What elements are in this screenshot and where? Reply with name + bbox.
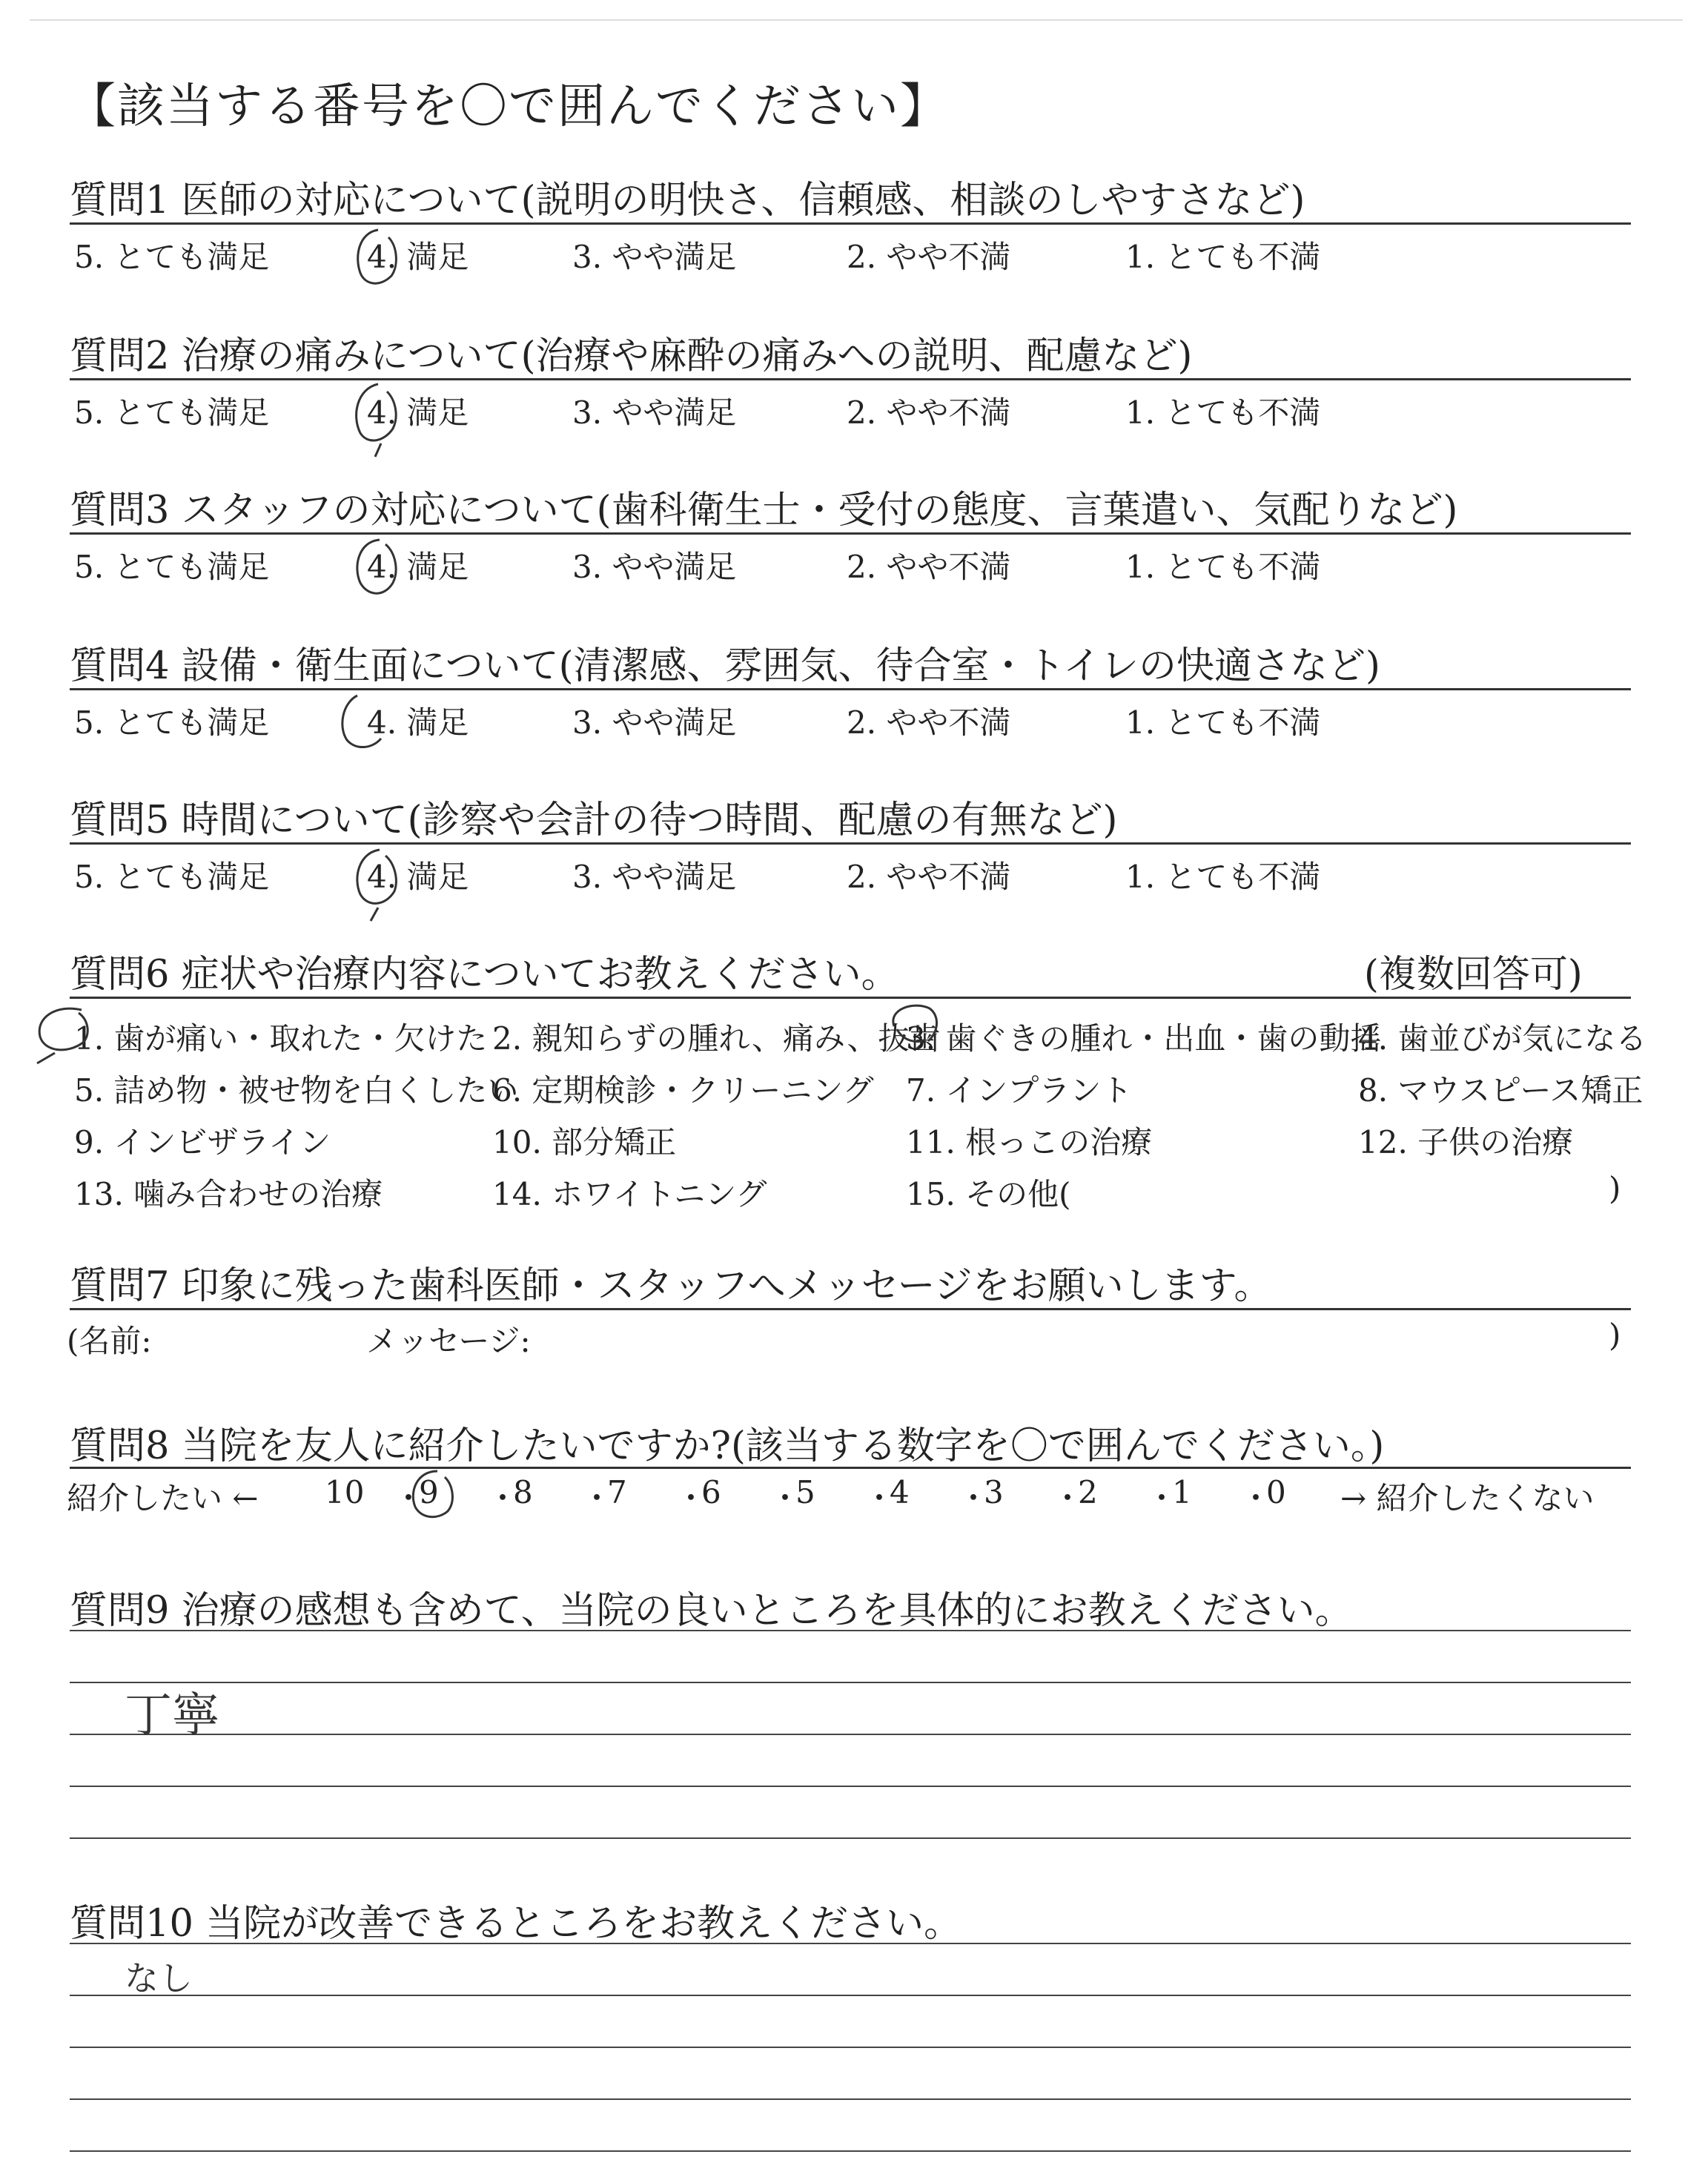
option-5[interactable]: 5. とても満足 bbox=[74, 549, 270, 585]
symptom-option-5[interactable]: 5. 詰め物・被せ物を白くしたい bbox=[74, 1072, 519, 1109]
answer-line bbox=[70, 1630, 1631, 1631]
scale-separator-dot: ・ bbox=[675, 1480, 707, 1516]
handwritten-circle-mark bbox=[405, 1465, 464, 1527]
symptom-option-8[interactable]: 8. マウスピース矯正 bbox=[1358, 1072, 1644, 1109]
scale-separator-dot: ・ bbox=[864, 1480, 896, 1516]
handwritten-circle-mark bbox=[30, 1000, 111, 1069]
scale-value-8[interactable]: 8 bbox=[513, 1474, 533, 1510]
scale-value-1[interactable]: 1 bbox=[1172, 1474, 1192, 1510]
scale-value-2[interactable]: 2 bbox=[1078, 1474, 1098, 1510]
handwritten-circle-mark bbox=[881, 997, 947, 1059]
handwritten-answer: 丁寧 bbox=[125, 1688, 219, 1743]
option-1[interactable]: 1. とても不満 bbox=[1125, 394, 1321, 431]
symptom-option-2[interactable]: 2. 親知らずの腫れ、痛み、抜歯 bbox=[492, 1020, 941, 1057]
symptom-option-7[interactable]: 7. インプラント bbox=[906, 1072, 1133, 1109]
option-3[interactable]: 3. やや満足 bbox=[572, 859, 737, 895]
divider bbox=[70, 222, 1631, 225]
option-2[interactable]: 2. やや不満 bbox=[847, 549, 1011, 585]
handwritten-circle-mark bbox=[335, 690, 394, 759]
scale-separator-dot: ・ bbox=[1240, 1480, 1272, 1516]
message-close-paren: ) bbox=[1609, 1317, 1621, 1353]
handwritten-circle-mark bbox=[348, 380, 408, 464]
answer-line bbox=[70, 2098, 1631, 2100]
scale-separator-dot: ・ bbox=[581, 1480, 613, 1516]
scale-value-6[interactable]: 6 bbox=[701, 1474, 721, 1510]
option-5[interactable]: 5. とても満足 bbox=[74, 239, 270, 275]
message-label: メッセージ: bbox=[366, 1323, 531, 1359]
handwritten-circle-mark bbox=[350, 224, 402, 294]
question-title: 質問9 治療の感想も含めて、当院の良いところを具体的にお教えください。 bbox=[70, 1589, 1353, 1633]
other-close-paren: ) bbox=[1609, 1170, 1621, 1206]
question-title: 質問10 当院が改善できるところをお教えください。 bbox=[70, 1902, 962, 1946]
divider bbox=[70, 688, 1631, 690]
option-5[interactable]: 5. とても満足 bbox=[74, 394, 270, 431]
scale-value-7[interactable]: 7 bbox=[607, 1474, 627, 1510]
symptom-option-1[interactable]: 1. 歯が痛い・取れた・欠けた bbox=[74, 1020, 488, 1057]
page-top-edge bbox=[30, 19, 1683, 21]
symptom-option-3[interactable]: 3. 歯ぐきの腫れ・出血・歯の動揺 bbox=[906, 1020, 1382, 1057]
symptom-option-6[interactable]: 6. 定期検診・クリーニング bbox=[492, 1072, 874, 1109]
form-instructions-title: 【該当する番号を〇で囲んでください】 bbox=[68, 79, 949, 134]
scale-value-3[interactable]: 3 bbox=[984, 1474, 1004, 1510]
answer-line bbox=[70, 2047, 1631, 2048]
scale-separator-dot: ・ bbox=[393, 1480, 425, 1516]
option-2[interactable]: 2. やや不満 bbox=[847, 239, 1011, 275]
symptom-option-11[interactable]: 11. 根っこの治療 bbox=[906, 1124, 1153, 1160]
multiple-answers-note: (複数回答可) bbox=[1364, 953, 1583, 997]
question-title: 質問7 印象に残った歯科医師・スタッフへメッセージをお願いします。 bbox=[70, 1264, 1272, 1308]
answer-line bbox=[70, 1995, 1631, 1996]
option-5[interactable]: 5. とても満足 bbox=[74, 704, 270, 741]
scale-value-5[interactable]: 5 bbox=[795, 1474, 815, 1510]
answer-line bbox=[70, 1837, 1631, 1839]
name-label: (名前: bbox=[67, 1323, 152, 1359]
divider bbox=[70, 997, 1631, 999]
option-3[interactable]: 3. やや満足 bbox=[572, 239, 737, 275]
scale-value-10[interactable]: 10 bbox=[325, 1474, 365, 1510]
scale-value-9[interactable]: 9 bbox=[419, 1474, 439, 1510]
scale-separator-dot: ・ bbox=[958, 1480, 990, 1516]
option-1[interactable]: 1. とても不満 bbox=[1125, 549, 1321, 585]
question-title: 質問3 スタッフの対応について(歯科衛生士・受付の態度、言葉遣い、気配りなど) bbox=[70, 489, 1458, 532]
option-1[interactable]: 1. とても不満 bbox=[1125, 239, 1321, 275]
option-4[interactable]: 4. 満足 bbox=[367, 549, 469, 585]
divider bbox=[70, 1308, 1631, 1310]
option-3[interactable]: 3. やや満足 bbox=[572, 549, 737, 585]
answer-line bbox=[70, 1734, 1631, 1735]
option-3[interactable]: 3. やや満足 bbox=[572, 704, 737, 741]
symptom-option-15[interactable]: 15. その他( bbox=[906, 1176, 1071, 1212]
symptom-option-12[interactable]: 12. 子供の治療 bbox=[1358, 1124, 1574, 1160]
scale-separator-dot: ・ bbox=[487, 1480, 519, 1516]
answer-line bbox=[70, 1682, 1631, 1683]
question-title: 質問4 設備・衛生面について(清潔感、雰囲気、待合室・トイレの快適さなど) bbox=[70, 644, 1380, 688]
option-5[interactable]: 5. とても満足 bbox=[74, 859, 270, 895]
question-title: 質問5 時間について(診察や会計の待つ時間、配慮の有無など) bbox=[70, 799, 1118, 842]
scale-separator-dot: ・ bbox=[769, 1480, 801, 1516]
option-2[interactable]: 2. やや不満 bbox=[847, 704, 1011, 741]
option-4[interactable]: 4. 満足 bbox=[367, 239, 469, 275]
option-1[interactable]: 1. とても不満 bbox=[1125, 859, 1321, 895]
symptom-option-4[interactable]: 4. 歯並びが気になる bbox=[1358, 1020, 1647, 1057]
answer-line bbox=[70, 1786, 1631, 1787]
option-4[interactable]: 4. 満足 bbox=[367, 704, 469, 741]
symptom-option-10[interactable]: 10. 部分矯正 bbox=[492, 1124, 677, 1160]
option-4[interactable]: 4. 満足 bbox=[367, 859, 469, 895]
scale-value-4[interactable]: 4 bbox=[890, 1474, 910, 1510]
option-3[interactable]: 3. やや満足 bbox=[572, 394, 737, 431]
symptom-option-13[interactable]: 13. 噛み合わせの治療 bbox=[74, 1176, 383, 1212]
question-title: 質問8 当院を友人に紹介したいですか?(該当する数字を〇で囲んでください。) bbox=[70, 1424, 1385, 1468]
symptom-option-9[interactable]: 9. インビザライン bbox=[74, 1124, 331, 1160]
answer-line bbox=[70, 2150, 1631, 2152]
symptom-option-14[interactable]: 14. ホワイトニング bbox=[492, 1176, 767, 1212]
option-1[interactable]: 1. とても不満 bbox=[1125, 704, 1321, 741]
question-title: 質問1 医師の対応について(説明の明快さ、信頼感、相談のしやすさなど) bbox=[70, 179, 1305, 222]
question-title: 質問2 治療の痛みについて(治療や麻酔の痛みへの説明、配慮など) bbox=[70, 334, 1193, 378]
handwritten-answer: なし bbox=[125, 1958, 193, 1998]
option-4[interactable]: 4. 満足 bbox=[367, 394, 469, 431]
divider bbox=[70, 1467, 1631, 1469]
divider bbox=[70, 842, 1631, 845]
question-title: 質問6 症状や治療内容についてお教えください。 bbox=[70, 953, 899, 997]
answer-line bbox=[70, 1943, 1631, 1944]
recommend-left-label: 紹介したい ← bbox=[67, 1480, 259, 1516]
scale-separator-dot: ・ bbox=[1146, 1480, 1178, 1516]
recommend-right-label: → 紹介したくない bbox=[1340, 1480, 1595, 1516]
scale-value-0[interactable]: 0 bbox=[1266, 1474, 1286, 1510]
divider bbox=[70, 532, 1631, 535]
option-2[interactable]: 2. やや不満 bbox=[847, 394, 1011, 431]
scale-separator-dot: ・ bbox=[1052, 1480, 1084, 1516]
option-2[interactable]: 2. やや不満 bbox=[847, 859, 1011, 895]
handwritten-circle-mark bbox=[348, 844, 408, 928]
divider bbox=[70, 378, 1631, 380]
handwritten-circle-mark bbox=[348, 534, 408, 611]
